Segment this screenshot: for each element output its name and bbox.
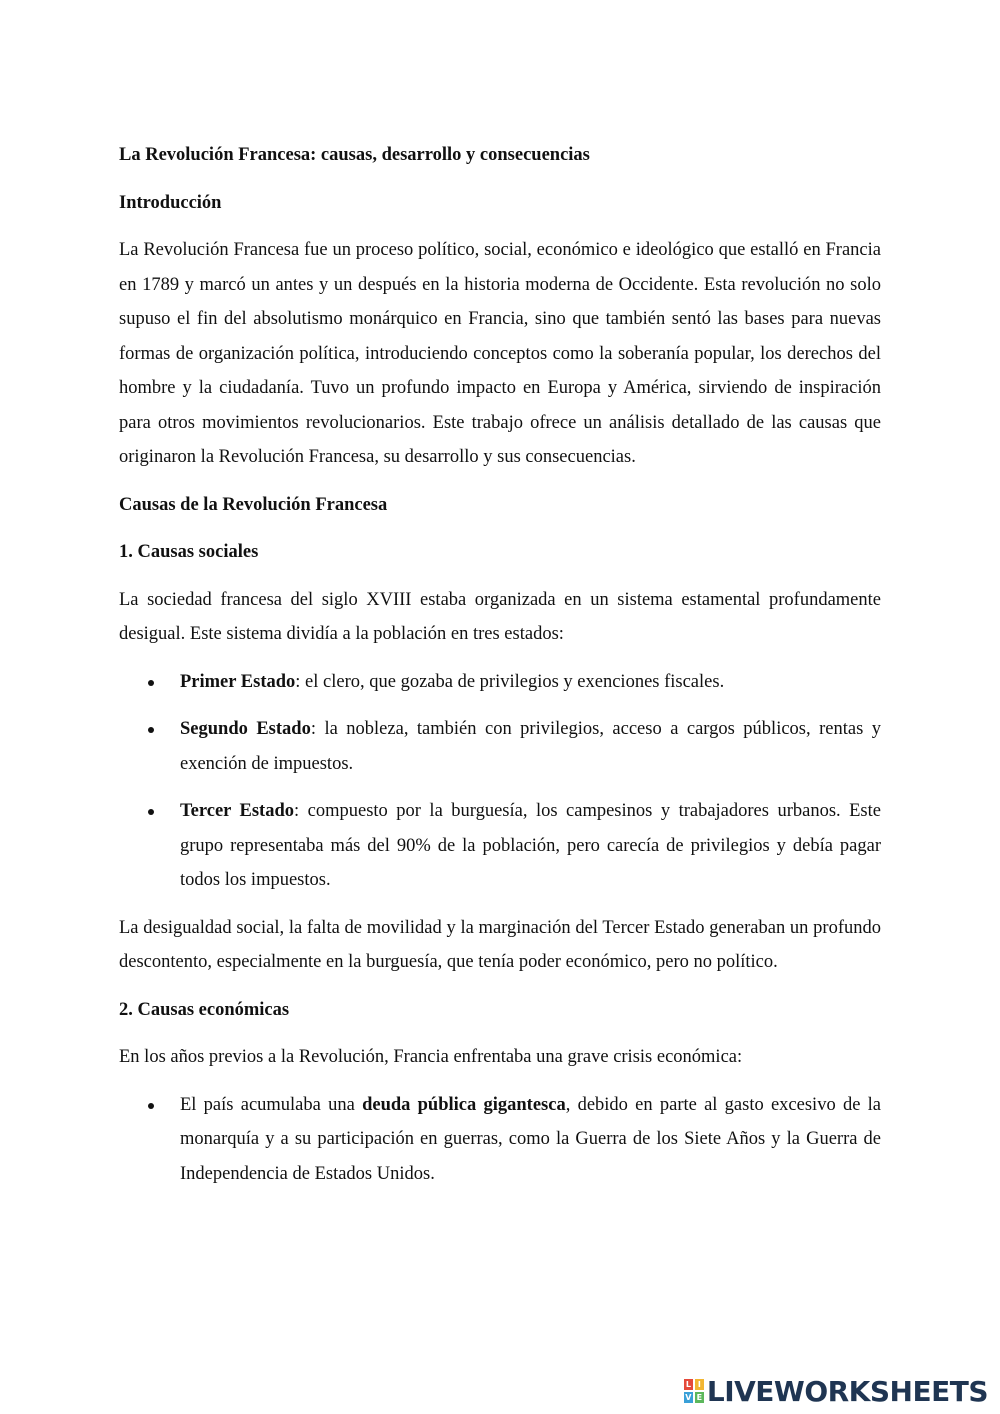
logo-mark-e: E <box>696 1393 703 1402</box>
estate-description: : el clero, que gozaba de privilegios y exenciones fiscales. <box>295 671 725 692</box>
logo-mark-i: I <box>695 1379 704 1390</box>
debt-emphasis: deuda pública gigantesca <box>362 1094 566 1115</box>
estates-list <box>119 665 881 898</box>
social-causes-closing: La desigualdad social, la falta de movilidad y la marginación del Tercer Estado generaban un profundo descontento, especialmente en la burguesía, que tenía poder económico, pero no político. <box>119 917 881 972</box>
bullet-icon <box>148 727 154 733</box>
logo-mark-icon <box>684 1379 704 1403</box>
debt-text-pre: El país acumulaba una <box>180 1094 363 1115</box>
bullet-icon <box>148 680 154 686</box>
logo-text: LIVEWORKSHEETS <box>706 1374 988 1408</box>
document-title: La Revolución Francesa: causas, desarrollo y consecuencias <box>119 145 590 165</box>
list-item <box>119 1088 881 1192</box>
estate-name: Segundo Estado <box>180 719 311 739</box>
social-causes-heading: 1. Causas sociales <box>119 542 259 562</box>
bullet-icon <box>148 1103 154 1109</box>
document-page <box>119 138 881 1204</box>
causes-heading: Causas de la Revolución Francesa <box>119 494 388 515</box>
bullet-icon <box>148 809 154 815</box>
estate-description: : la nobleza, también con privilegios, acceso a cargos públicos, rentas y exención de impuestos. <box>180 719 882 774</box>
estate-name: Tercer Estado <box>180 801 295 821</box>
logo-mark-v: V <box>685 1393 692 1402</box>
logo-mark-l: L <box>685 1380 691 1389</box>
list-item <box>119 712 881 781</box>
estate-name: Primer Estado <box>180 671 296 692</box>
economic-causes-heading: 2. Causas económicas <box>119 999 290 1020</box>
estate-description: : compuesto por la burguesía, los campesinos y trabajadores urbanos. Este grupo representaba más del 90% de la población, pero carecía de privilegios y debía pagar todos los impuestos. <box>180 801 881 890</box>
liveworksheets-logo[interactable] <box>684 1376 988 1406</box>
list-item <box>119 794 881 898</box>
social-causes-paragraph: La sociedad francesa del siglo XVIII estaba organizada en un sistema estamental profundamente desigual. Este sistema dividía a la población en tres estados: <box>119 589 881 644</box>
intro-paragraph: La Revolución Francesa fue un proceso político, social, económico e ideológico que estalló en Francia en 1789 y marcó un antes y un después en la historia moderna de Occidente. Esta revolución no solo supuso el fin del absolutismo monárquico en Francia, sino que también sentó las bases para nuevas formas de organización política, introduciendo conceptos como la soberanía popular, los derechos del hombre y la ciudadanía. Tuvo un profundo impacto en Europa y América, sirviendo de inspiración para otros movimientos revolucionarios. Este trabajo ofrece un análisis detallado de las causas que originaron la Revolución Francesa, su desarrollo y sus consecuencias. <box>119 240 881 467</box>
economic-list <box>119 1088 881 1192</box>
list-item <box>119 665 881 700</box>
debt-text-post: , debido en parte al gasto excesivo de la monarquía y a su participación en guerras, como la Guerra de los Siete Años y la Guerra de Independencia de Estados Unidos. <box>180 1094 881 1184</box>
intro-heading: Introducción <box>119 192 222 213</box>
economic-causes-paragraph: En los años previos a la Revolución, Francia enfrentaba una grave crisis económica: <box>119 1047 743 1067</box>
